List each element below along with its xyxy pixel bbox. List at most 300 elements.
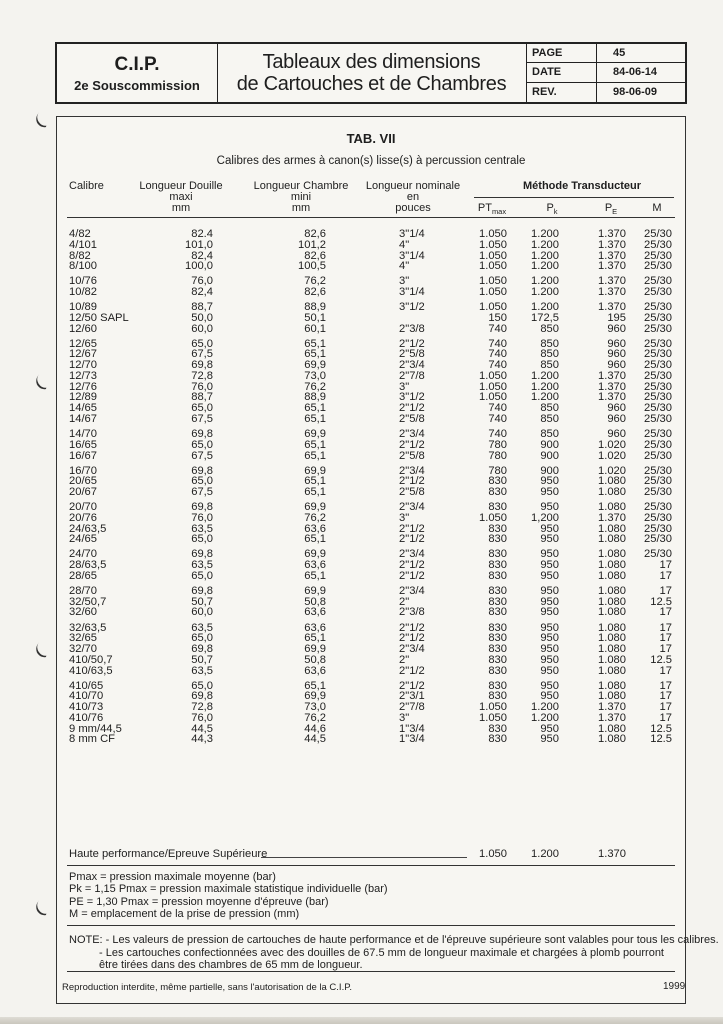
table-cell: 850 [540,337,559,350]
table-cell: 900 [540,438,559,451]
table-cell: 69,8 [191,501,213,514]
table-cell: 2"3/4 [399,464,425,477]
meta-row-rev [526,83,685,102]
table-cell: 25/30 [644,402,672,415]
table-cell: 25/30 [644,428,672,440]
table-cell: 830 [488,606,507,619]
table-cell: 3"1/4 [399,228,425,240]
table-cell: 25/30 [644,301,672,314]
method-underline [474,197,674,198]
table-cell: 25/30 [644,275,672,288]
table-cell: 1.200 [531,238,559,251]
table-cell: 2"5/8 [399,486,425,498]
table-cell: 65,1 [304,337,326,350]
table-cell: 63,6 [304,621,326,634]
table-cell: 9 mm/44,5 [69,722,122,735]
table-cell: 76,2 [304,380,326,393]
table-cell: 25/30 [644,380,672,393]
table-cell: 410/76 [69,711,104,724]
table-cell: 830 [488,643,507,655]
table-cell: 28/63,5 [69,559,107,572]
table-cell: 69,8 [191,428,213,440]
table-cell: 1.080 [598,653,626,666]
table-cell: 24/63,5 [69,522,107,535]
table-cell: 830 [488,533,507,546]
table-cell: 60,1 [304,322,326,335]
table-cell: 44,6 [304,722,326,735]
table-cell: 410/63,5 [69,664,113,677]
table-cell: 50,8 [304,653,326,666]
table-cell: 17 [659,664,672,677]
table-cell: 63,6 [304,559,326,572]
table-cell: 2"5/8 [399,412,425,425]
table-cell: 410/50,7 [69,653,113,666]
table-cell: 3" [399,511,410,524]
scan-edge [0,1017,723,1024]
table-cell: 2"5/8 [399,449,425,462]
table-cell: 28/70 [69,584,97,597]
col-header-chambre-1: Longueur Chambre [253,180,349,192]
table-cell: 2"1/2 [399,621,425,634]
table-cell: 32/50,7 [69,595,107,608]
table-cell: 1.080 [598,486,626,498]
table-cell: 960 [607,402,626,415]
table-cell: 1.050 [479,275,507,288]
col-header-method: Méthode Transducteur [523,180,641,192]
table-cell: 740 [488,412,507,425]
table-cell: 20/67 [69,486,97,498]
definitions [69,871,388,920]
table-cell: 850 [540,322,559,335]
table-cell: 82.4 [191,228,213,240]
table-cell: 2"5/8 [399,348,425,361]
table-cell: 65,0 [191,632,213,645]
table-cell: 8 mm CF [69,733,115,746]
table-cell: 3"1/4 [399,249,425,262]
table-cell: 830 [488,722,507,735]
note-line-2: - Les cartouches confectionnées avec des douilles de 67.5 mm de longueur maximale et chargées à plomb pourront être tirées dans des chambres de 65 mm de longueur. [99,946,664,972]
table-cell: 950 [540,632,559,645]
table-cell: 12/60 [69,322,97,335]
table-cell: 76,0 [191,275,213,288]
table-cell: 69,8 [191,643,213,655]
table-cell: 1.080 [598,621,626,634]
table-cell: 69,9 [304,359,326,372]
table-cell: 1.080 [598,733,626,746]
table-cell: 2"3/4 [399,548,425,561]
subcommission: 2e Souscommission [74,78,200,93]
table-cell: 25/30 [644,486,672,498]
table-cell: 63,5 [191,664,213,677]
table-cell: 960 [607,322,626,335]
table-cell: 830 [488,501,507,514]
table-cell: 32/65 [69,632,97,645]
table-cell: 65,1 [304,402,326,415]
table-cell: 1.200 [531,228,559,240]
table-cell: 1.200 [531,275,559,288]
definition-line: PE = 1,30 Pmax = pression moyenne d'épreuve (bar) [69,895,329,908]
table-cell: 1.200 [531,380,559,393]
table-cell: 50,1 [304,311,326,324]
table-cell: 1.080 [598,664,626,677]
table-cell: 1.050 [479,701,507,713]
table-cell: 25/30 [644,464,672,477]
col-header-pe: $P_E$ [604,202,618,217]
table-cell: 12/50 SAPL [69,311,129,324]
hp-pt: 1.050 [479,848,507,860]
binder-hole-mark [33,894,58,919]
table-cell: 1.080 [598,690,626,703]
table-cell: 82,6 [304,249,326,262]
table-cell: 2"3/4 [399,359,425,372]
table-cell: 3"1/4 [399,286,425,299]
table-cell: 25/30 [644,369,672,382]
col-header-nominale-2: en [406,191,420,203]
table-cell: 25/30 [644,475,672,488]
table-cell: 1.370 [598,511,626,524]
table-cell: 950 [540,679,559,692]
table-cell: 830 [488,632,507,645]
table-cell: 20/70 [69,501,97,514]
table-cell: 25/30 [644,359,672,372]
meta-key: REV. [526,83,597,102]
table-cell: 3" [399,275,410,288]
table-cell: 830 [488,522,507,535]
col-header-chambre-3: mm [291,202,311,214]
table-cell: 20/76 [69,511,97,524]
definition-line: Pk = 1,15 Pmax = pression maximale statistique individuelle (bar) [69,883,388,896]
table-cell: 20/65 [69,475,97,488]
table-cell: 950 [540,559,559,572]
table-cell: 4/101 [69,238,97,251]
table-cell: 2"7/8 [399,369,425,382]
binder-hole-mark [33,106,58,131]
table-cell: 65,0 [191,679,213,692]
table-cell: 65,0 [191,475,213,488]
table-cell: 69,9 [304,690,326,703]
table-cell: 1.200 [531,391,559,404]
table-cell: 69,9 [304,643,326,655]
table-cell: 2"3/8 [399,606,425,619]
table-cell: 1.050 [479,369,507,382]
meta-value: 84-06-14 [613,66,658,79]
table-subtitle: Calibres des armes à canon(s) lisse(s) à percussion centrale [216,155,526,167]
table-cell: 4" [399,238,410,251]
table-cell: 850 [540,359,559,372]
org-block [57,44,218,102]
footer-year: 1999 [663,981,686,992]
table-cell: 410/65 [69,679,104,692]
table-cell: 82,4 [191,286,213,299]
table-cell: 88,9 [304,391,326,404]
table-cell: 44,3 [191,733,213,746]
table-cell: 12/67 [69,348,97,361]
table-cell: 60,0 [191,322,213,335]
table-cell: 1.050 [479,286,507,299]
table-cell: 76,0 [191,380,213,393]
table-cell: 830 [488,595,507,608]
table-cell: 830 [488,733,507,746]
table-cell: 25/30 [644,337,672,350]
table-cell: 24/65 [69,533,97,546]
table-cell: 65,0 [191,337,213,350]
table-cell: 65,0 [191,438,213,451]
table-cell: 830 [488,584,507,597]
table-cell: 16/65 [69,438,97,451]
table-cell: 65,1 [304,569,326,582]
col-header-douille-2: maxi [169,191,193,203]
notes [69,934,719,972]
table-cell: 1.370 [598,275,626,288]
table-cell: 44,5 [191,722,213,735]
table-cell: 2"1/2 [399,632,425,645]
table-cell: 10/82 [69,286,97,299]
table-cell: 76,2 [304,511,326,524]
table-cell: 830 [488,486,507,498]
table-cell: 12/65 [69,337,97,350]
table-cell: 960 [607,359,626,372]
table-cell: 67,5 [191,412,213,425]
col-header-nominale-1: Longueur nominale [365,180,461,192]
meta-key: PAGE [526,44,597,62]
table-cell: 2"1/2 [399,438,425,451]
table-cell: 76,0 [191,511,213,524]
table-cell: 82,6 [304,228,326,240]
table-cell: 1.050 [479,249,507,262]
definition-line: M = emplacement de la prise de pression (mm) [69,907,300,920]
col-header-douille-1: Longueur Douille [139,180,223,192]
table-cell: 1.020 [598,449,626,462]
table-cell: 950 [540,664,559,677]
table-cell: 67,5 [191,486,213,498]
table-cell: 17 [659,643,672,655]
table-cell: 1.370 [598,260,626,273]
table-cell: 2"1/2 [399,522,425,535]
table-cell: 32/70 [69,643,97,655]
table-cell: 25/30 [644,286,672,299]
table-cell: 1.200 [531,249,559,262]
meta-key: DATE [526,63,597,81]
table-cell: 12/76 [69,380,97,393]
org-name: C.I.P. [114,54,160,75]
table-cell: 88,9 [304,301,326,314]
table-cell: 12.5 [650,722,672,735]
table-cell: 25/30 [644,438,672,451]
table-cell: 950 [540,584,559,597]
table-cell: 1"3/4 [399,733,425,746]
document-title [217,44,527,102]
table-cell: 69,9 [304,584,326,597]
table-cell: 2"3/8 [399,322,425,335]
table-cell: 2"3/4 [399,643,425,655]
table-cell: 850 [540,412,559,425]
footer-copyright: Reproduction interdite, même partielle, sans l'autorisation de la C.I.P. [62,982,352,993]
table-cell: 3" [399,711,410,724]
table-cell: 50,0 [191,311,213,324]
table-cell: 2"1/2 [399,337,425,350]
table-cell: 1.080 [598,595,626,608]
table-cell: 2"1/2 [399,664,425,677]
table-cell: 780 [488,449,507,462]
table-cell: 63,5 [191,559,213,572]
table-cell: 2" [399,653,410,666]
table-cell: 32/63,5 [69,621,107,634]
table-cell: 950 [540,548,559,561]
binder-hole-mark [33,368,58,393]
table-cell: 69,9 [304,464,326,477]
table-cell: 88,7 [191,301,213,314]
header-underline [67,217,675,218]
table-cell: 830 [488,548,507,561]
table-cell: 63,6 [304,664,326,677]
table-cell: 63,5 [191,522,213,535]
table-cell: 830 [488,569,507,582]
table-cell: 65,1 [304,486,326,498]
table-cell: 69,8 [191,584,213,597]
table-cell: 44,5 [304,733,326,746]
table-cell: 850 [540,402,559,415]
table-cell: 1.370 [598,238,626,251]
meta-value: 98-06-09 [613,85,658,98]
table-cell: 50,7 [191,595,213,608]
table-cell: 25/30 [644,412,672,425]
table-cell: 1.050 [479,260,507,273]
table-cell: 780 [488,464,507,477]
table-cell: 960 [607,428,626,440]
table-cell: 69,9 [304,428,326,440]
table-cell: 1.370 [598,391,626,404]
table-cell: 1.370 [598,380,626,393]
table-cell: 1.200 [531,369,559,382]
table-cell: 2"1/2 [399,569,425,582]
table-cell: 17 [659,690,672,703]
table-cell: 1.050 [479,238,507,251]
table-cell: 2"1/2 [399,679,425,692]
table-cell: 1.080 [598,632,626,645]
col-header-chambre-2: mini [290,191,312,203]
table-cell: 25/30 [644,228,672,240]
table-cell: 830 [488,621,507,634]
table-cell: 12.5 [650,733,672,746]
table-cell: 1.200 [531,711,559,724]
table-cell: 17 [659,569,672,582]
table-cell: 1.050 [479,301,507,314]
col-header-nominale [361,181,465,214]
table-cell: 16/70 [69,464,97,477]
table-cell: 88,7 [191,391,213,404]
table-cell: 101,0 [185,238,213,251]
table-cell: 65,1 [304,679,326,692]
table-cell: 410/70 [69,690,104,703]
table-cell: 14/70 [69,428,97,440]
title-line-2: de Cartouches et de Chambres [236,73,507,95]
table-cell: 65,1 [304,438,326,451]
table-cell: 25/30 [644,260,672,273]
table-cell: 960 [607,412,626,425]
table-cell: 950 [540,643,559,655]
table-cell: 14/67 [69,412,97,425]
table-bottom-rule [67,865,675,866]
table-cell: 67,5 [191,348,213,361]
footer-rule [67,971,675,972]
table-cell: 950 [540,595,559,608]
table-cell: 740 [488,348,507,361]
table-cell: 740 [488,322,507,335]
table-cell: 2"1/2 [399,402,425,415]
table-cell: 740 [488,359,507,372]
table-cell: 25/30 [644,311,672,324]
table-cell: 2"7/8 [399,701,425,713]
table-cell: 195 [607,311,626,324]
table-cell: 2"3/4 [399,428,425,440]
table-cell: 1.080 [598,548,626,561]
table-cell: 69,8 [191,690,213,703]
table-cell: 3"1/2 [399,391,425,404]
table-cell: 12/73 [69,369,97,382]
table-cell: 25/30 [644,322,672,335]
table-cell: 25/30 [644,238,672,251]
table-cell: 1.050 [479,511,507,524]
table-cell: 63,6 [304,606,326,619]
table-cell: 1.080 [598,475,626,488]
table-cell: 65,1 [304,412,326,425]
table-cell: 950 [540,621,559,634]
meta-block [526,44,685,102]
table-cell: 65,1 [304,533,326,546]
table-cell: 101,2 [298,238,326,251]
table-cell: 25/30 [644,449,672,462]
table-cell: 72,8 [191,369,213,382]
table-cell: 63,6 [304,522,326,535]
table-cell: 65,0 [191,533,213,546]
col-header-douille [133,181,229,214]
meta-row-page [526,44,685,63]
table-cell: 1.080 [598,606,626,619]
table-cell: 17 [659,701,672,713]
table-cell: 850 [540,428,559,440]
table-cell: 950 [540,569,559,582]
table-cell: 2"3/4 [399,501,425,514]
table-cell: 8/82 [69,249,91,262]
table-cell: 1.020 [598,438,626,451]
table-cell: 1.080 [598,533,626,546]
table-cell: 1.080 [598,722,626,735]
table-cell: 1.370 [598,228,626,240]
table-cell: 3" [399,380,410,393]
table-cell: 830 [488,690,507,703]
table-cell: 17 [659,584,672,597]
table-cell: 1,200 [531,511,559,524]
table-cell: 17 [659,632,672,645]
table-cell: 950 [540,733,559,746]
table-cell: 410/73 [69,701,104,713]
table-cell: 17 [659,621,672,634]
notes-rule [67,925,675,926]
table-cell: 4" [399,260,410,273]
table-cell: 850 [540,348,559,361]
table-cell: 32/60 [69,606,97,619]
table-cell: 1.050 [479,380,507,393]
table-cell: 1.050 [479,228,507,240]
table-cell: 82,6 [304,286,326,299]
table-cell: 63,5 [191,621,213,634]
table-cell: 150 [488,311,507,324]
table-cell: 1.080 [598,643,626,655]
table-cell: 65,0 [191,569,213,582]
table-cell: 73,0 [304,701,326,713]
table-cell: 65,1 [304,348,326,361]
table-cell: 1.080 [598,569,626,582]
